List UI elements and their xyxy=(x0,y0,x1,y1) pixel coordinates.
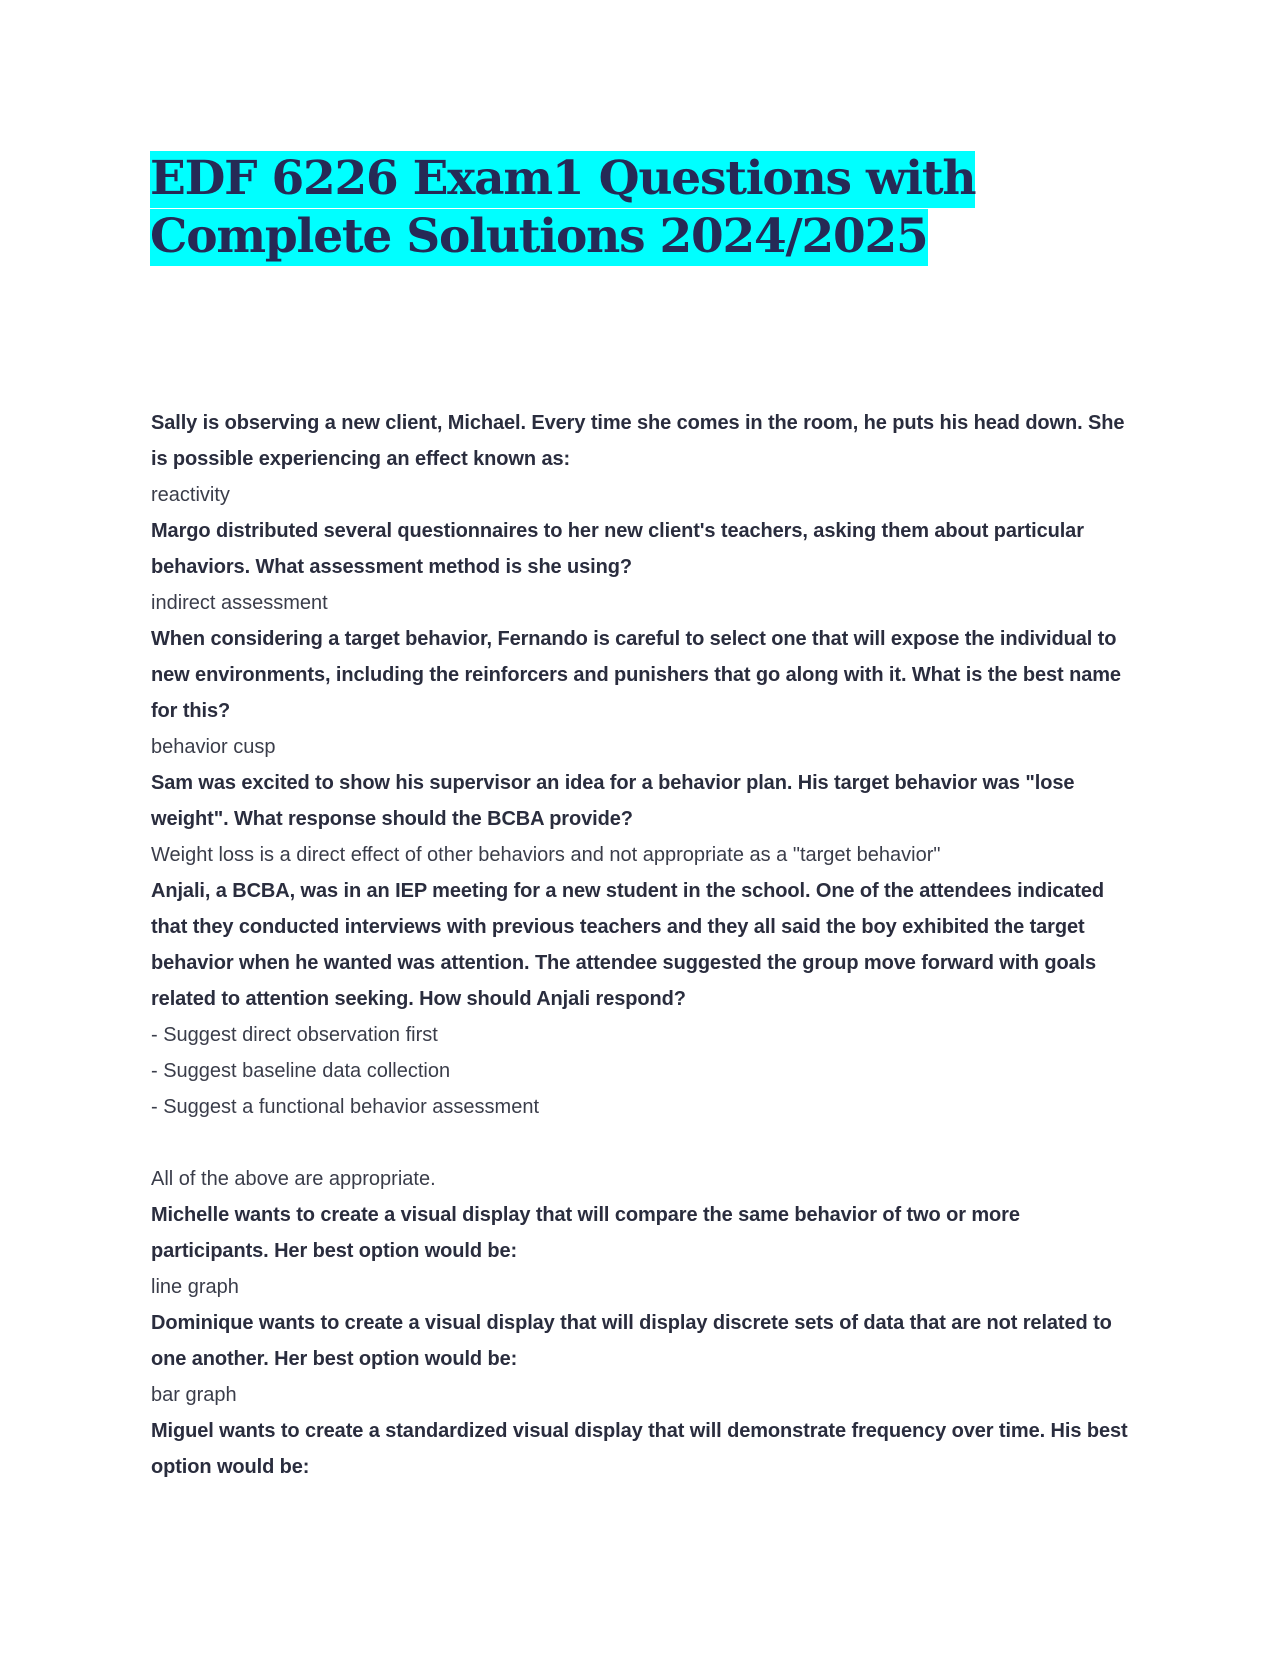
title-highlight: EDF 6226 Exam1 Questions with Complete Solutions 2024/2025 xyxy=(150,151,976,264)
qa-item xyxy=(151,765,1141,873)
qa-item xyxy=(151,513,1141,621)
qa-item xyxy=(151,873,1141,1197)
document-title xyxy=(150,150,1140,266)
question-text: When considering a target behavior, Fernando is careful to select one that will expose the individual to new environments, including the reinforcers and punishers that go along with it. What is the best name for this? xyxy=(151,628,1121,722)
qa-item xyxy=(151,621,1141,765)
answer-text: indirect assessment xyxy=(151,592,328,614)
question-text: Margo distributed several questionnaires to her new client's teachers, asking them about particular behaviors. What assessment method is she using? xyxy=(151,520,1084,578)
answer-text: behavior cusp xyxy=(151,736,276,758)
question-text: Anjali, a BCBA, was in an IEP meeting for a new student in the school. One of the attendees indicated that they conducted interviews with previous teachers and they all said the boy exhibited the target behavior when he wanted was attention. The attendee suggested the group move forward with goals related to attention seeking. How should Anjali respond? xyxy=(151,880,1105,1010)
qa-item xyxy=(151,1305,1141,1413)
qa-item xyxy=(151,1413,1141,1485)
qa-item xyxy=(151,405,1141,513)
blank-line xyxy=(151,1125,1141,1161)
question-text: Dominique wants to create a visual display that will display discrete sets of data that are not related to one another. Her best option would be: xyxy=(151,1312,1112,1370)
answer-text: reactivity xyxy=(151,484,230,506)
qa-item xyxy=(151,1197,1141,1305)
question-text: Sally is observing a new client, Michael. Every time she comes in the room, he puts his head down. She is possible experiencing an effect known as: xyxy=(151,412,1125,470)
question-text: Sam was excited to show his supervisor an idea for a behavior plan. His target behavior was "lose weight". What response should the BCBA provide? xyxy=(151,772,1075,830)
question-text: Miguel wants to create a standardized visual display that will demonstrate frequency over time. His best option would be: xyxy=(151,1420,1128,1478)
answer-text: bar graph xyxy=(151,1384,237,1406)
answer-text: All of the above are appropriate. xyxy=(151,1168,436,1190)
qa-list xyxy=(151,405,1141,1485)
answer-option: - Suggest direct observation first xyxy=(151,1024,438,1046)
question-text: Michelle wants to create a visual display that will compare the same behavior of two or more participants. Her best option would be: xyxy=(151,1204,1020,1262)
answer-text: Weight loss is a direct effect of other behaviors and not appropriate as a "target behavior" xyxy=(151,844,941,866)
answer-option: - Suggest a functional behavior assessment xyxy=(151,1096,539,1118)
answer-option: - Suggest baseline data collection xyxy=(151,1060,451,1082)
answer-text: line graph xyxy=(151,1276,239,1298)
